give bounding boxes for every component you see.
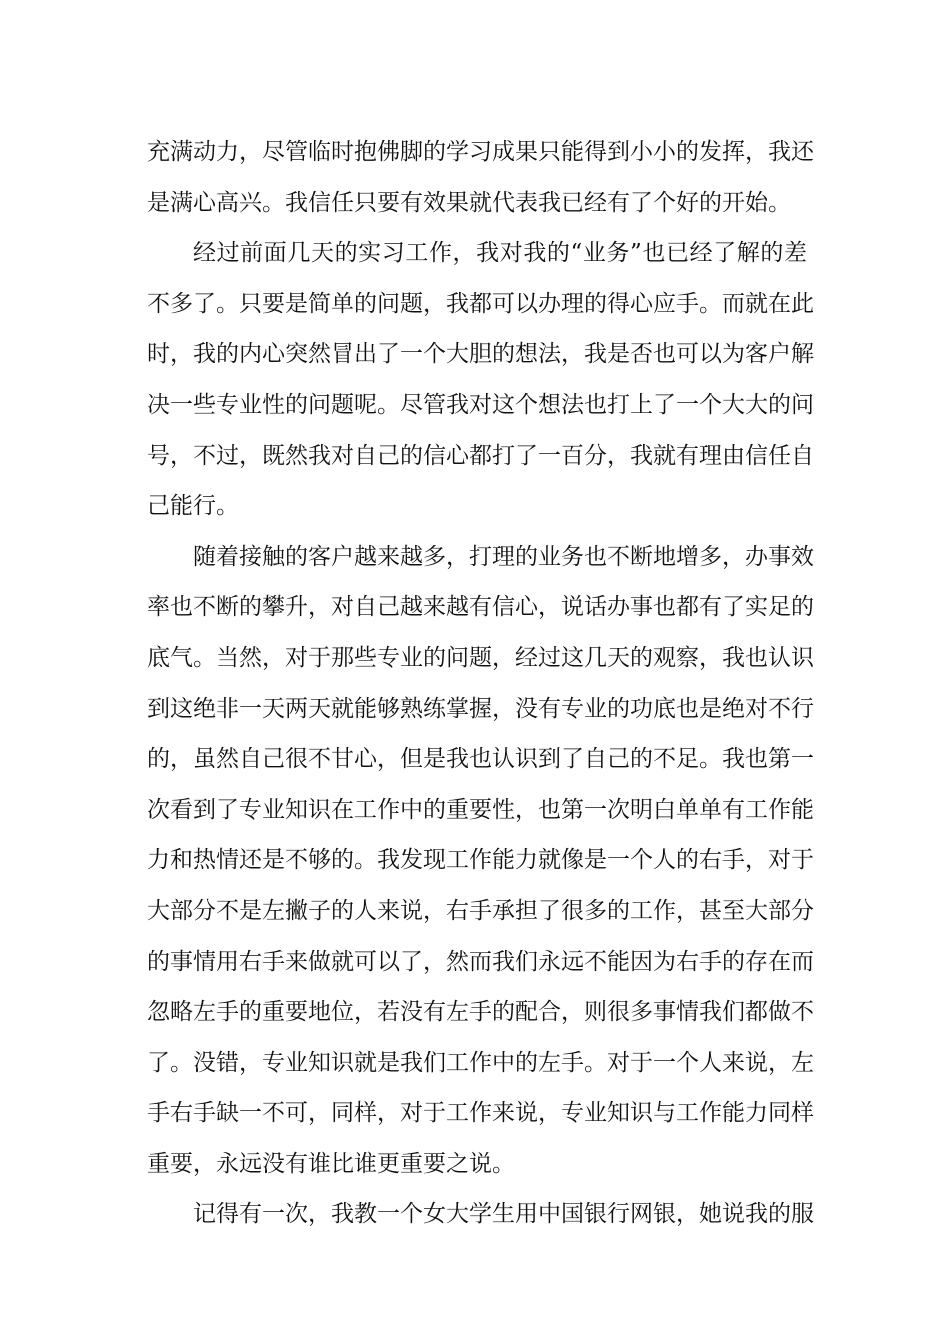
text-line: 的，虽然自己很不甘心，但是我也认识到了自己的不足。我也第一 [147,746,814,773]
paragraph-first-line: 记得有一次，我教一个女大学生用中国银行网银，她说我的服 [193,1201,814,1228]
text-line: 号，不过，既然我对自己的信心都打了一百分，我就有理由信任自 [147,442,814,469]
text-line: 了。没错，专业知识就是我们工作中的左手。对于一个人来说，左 [147,1049,814,1076]
paragraph-first-line: 随着接触的客户越来越多，打理的业务也不断地增多，办事效 [193,543,814,570]
text-line: 己能行。 [147,493,239,520]
text-line: 力和热情还是不够的。我发现工作能力就像是一个人的右手，对于 [147,847,814,874]
text-line: 不多了。只要是简单的问题，我都可以办理的得心应手。而就在此 [147,290,814,317]
body-text [147,127,814,1240]
text-line: 重要，永远没有谁比谁更重要之说。 [147,1150,515,1177]
text-line: 大部分不是左撇子的人来说，右手承担了很多的工作，甚至大部分 [147,897,814,924]
text-line: 的事情用右手来做就可以了，然而我们永远不能因为右手的存在而 [147,948,814,975]
text-line: 底气。当然，对于那些专业的问题，经过这几天的观察，我也认识 [147,644,814,671]
text-line: 率也不断的攀升，对自己越来越有信心，说话办事也都有了实足的 [147,594,814,621]
text-line: 是满心高兴。我信任只要有效果就代表我已经有了个好的开始。 [147,189,791,216]
text-line: 忽略左手的重要地位，若没有左手的配合，则很多事情我们都做不 [147,999,814,1026]
text-line: 充满动力，尽管临时抱佛脚的学习成果只能得到小小的发挥，我还 [147,139,814,165]
text-line: 手右手缺一不可，同样，对于工作来说，专业知识与工作能力同样 [147,1100,814,1127]
text-line: 次看到了专业知识在工作中的重要性，也第一次明白单单有工作能 [147,796,814,823]
text-line: 决一些专业性的问题呢。尽管我对这个想法也打上了一个大大的问 [147,391,814,418]
text-line: 时，我的内心突然冒出了一个大胆的想法，我是否也可以为客户解 [147,341,814,368]
paragraph-first-line: 经过前面几天的实习工作，我对我的“业务”也已经了解的差 [193,240,807,267]
text-line: 到这绝非一天两天就能够熟练掌握，没有专业的功底也是绝对不行 [147,695,814,722]
